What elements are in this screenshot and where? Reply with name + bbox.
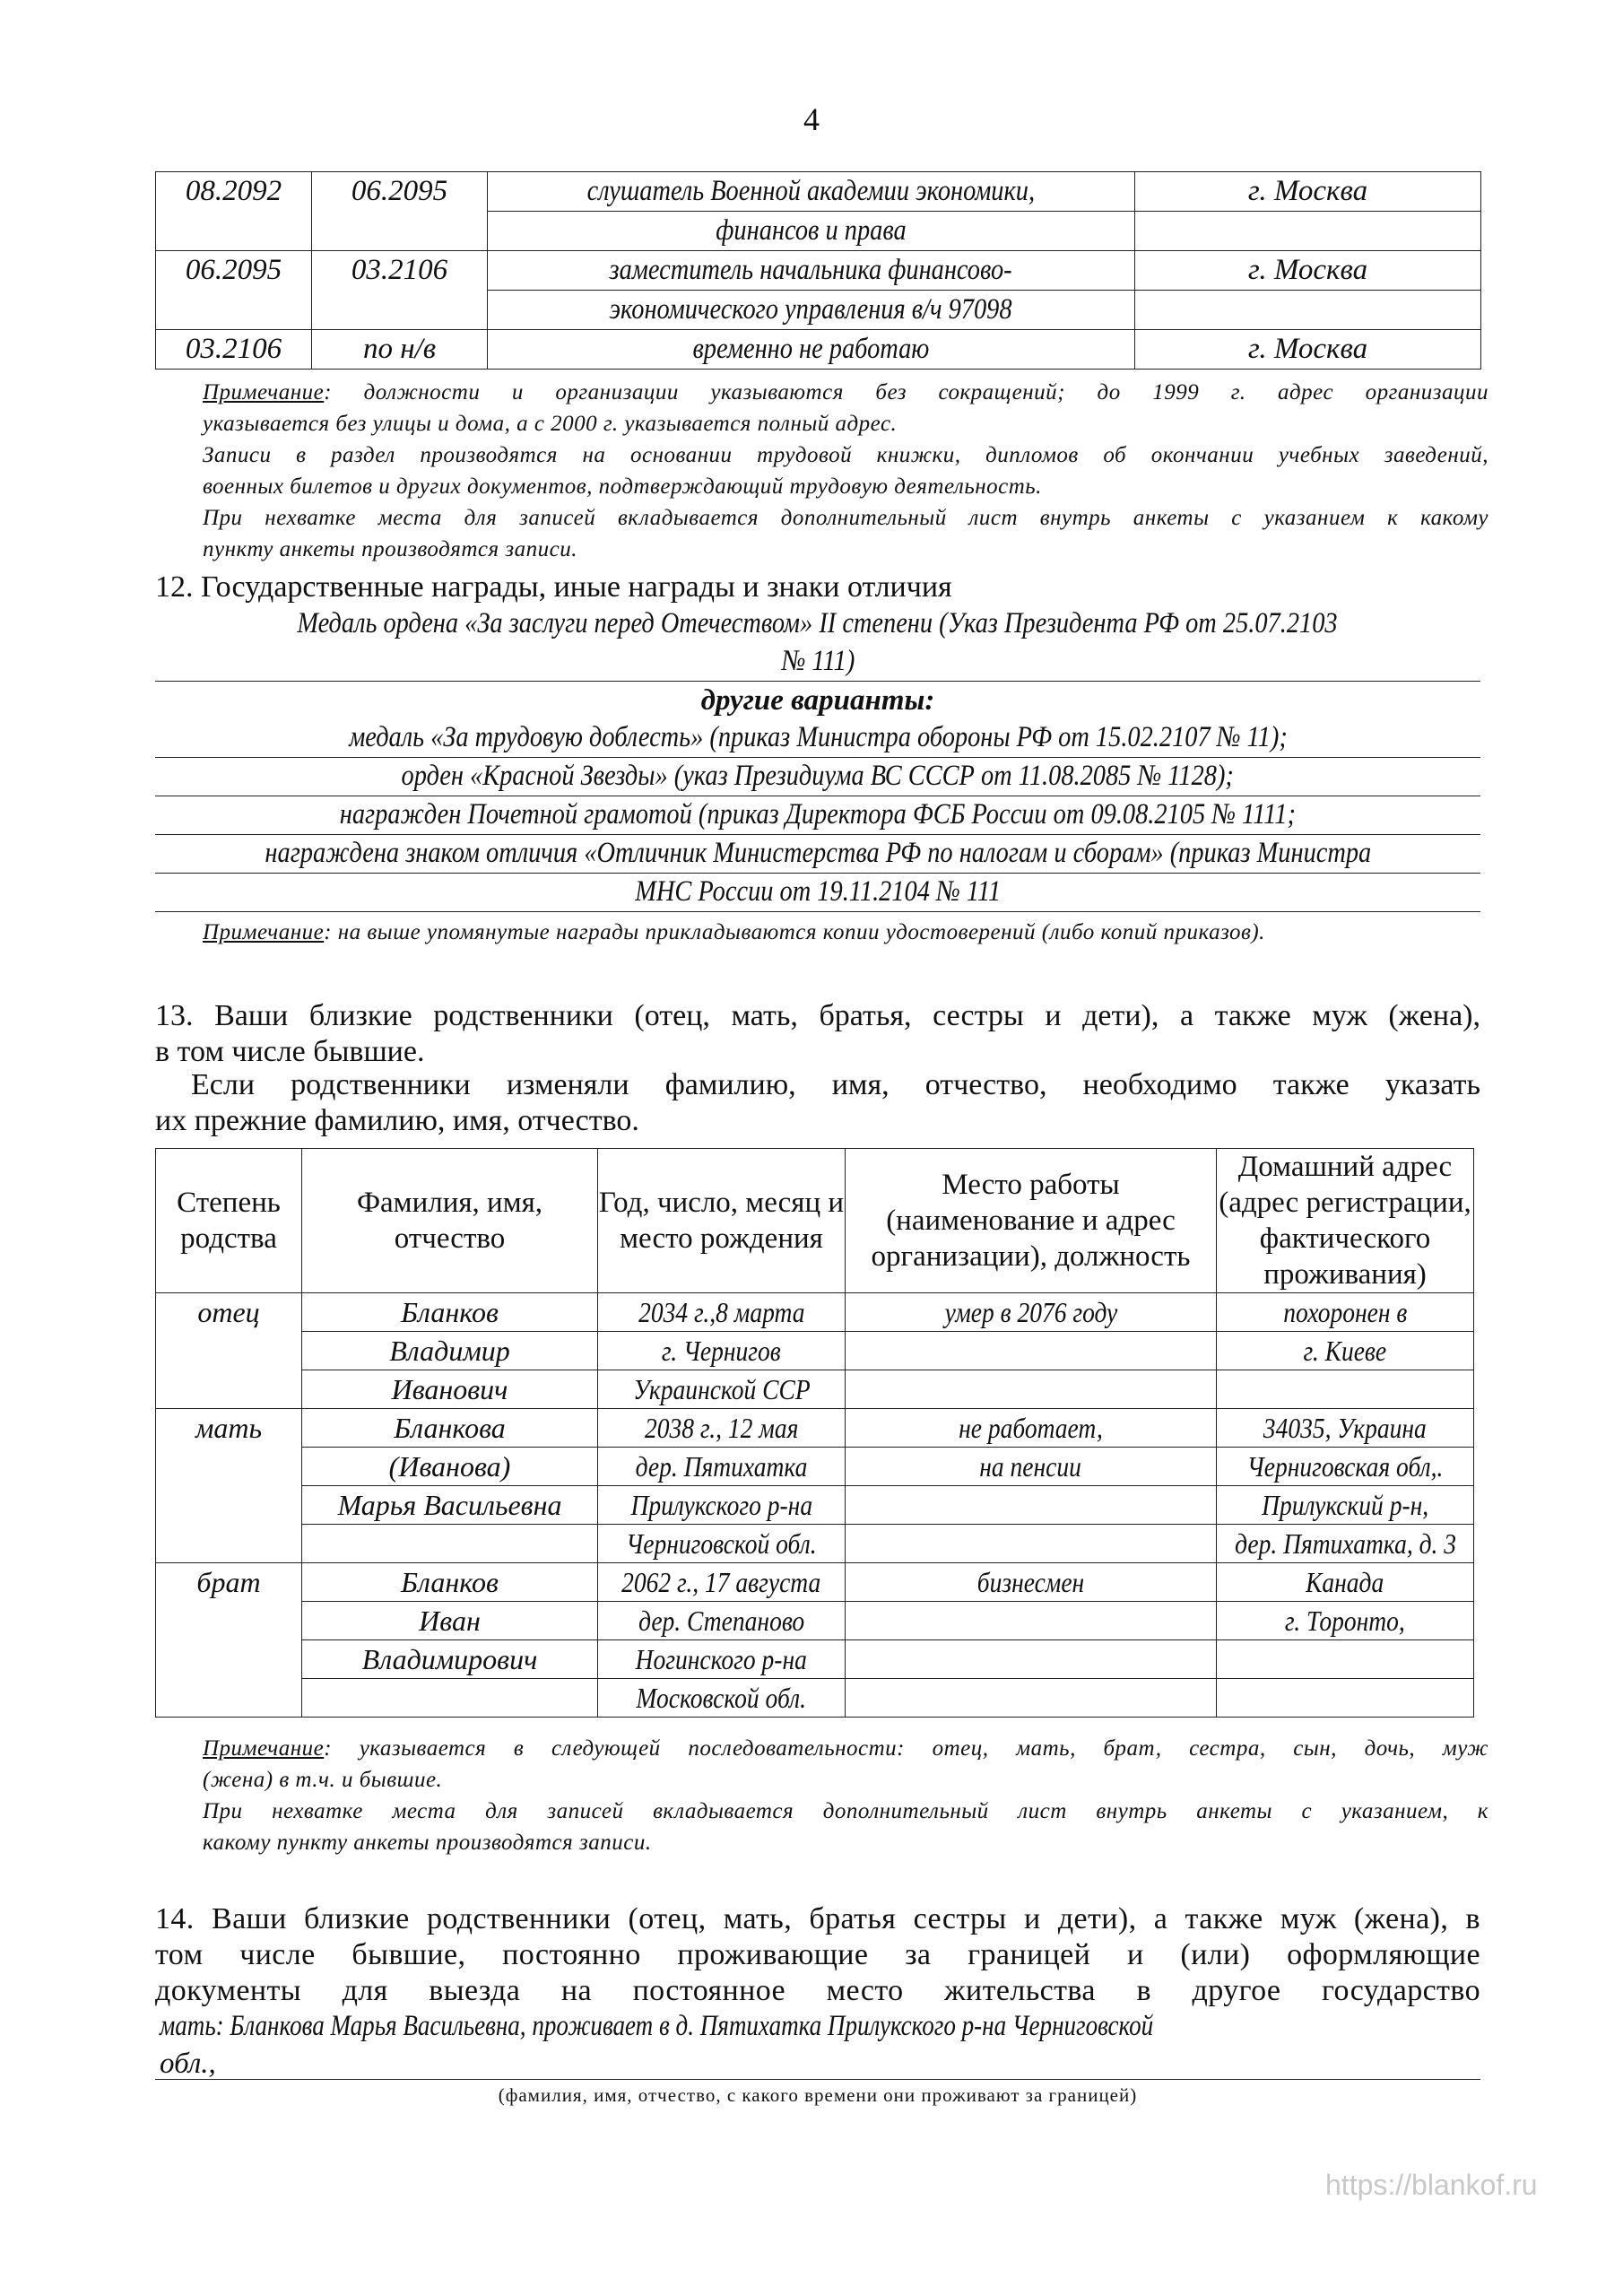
section-14-intro: 14. Ваши близкие родственники (отец, мать, братья сестры и дети), а также муж (жена), в том числе бывшие, постоянно проживающие за границей и (или) оформляющие документы для выезда на постоянное место жительства в другое государство	[155, 1902, 1480, 2007]
table-cell	[156, 1525, 302, 1563]
table-cell: на пенсии	[846, 1448, 1217, 1486]
note-section-11: Примечание: должности и организации указываются без сокращений; до 1999 г. адрес организации указывается без улицы и дома, а с 2000 г. указывается полный адрес. Записи в раздел производятся на основании трудовой книжки, дипломов об окончании учебных заведений, военных билетов и других документов, подтверждающий трудовую деятельность. При нехватке места для записей вкладывается дополнительный лист внутрь анкеты с указанием к какому пункту анкеты производятся записи.	[203, 380, 1488, 561]
column-header: Место работы (наименование и адрес организации), должность	[846, 1149, 1217, 1293]
table-cell: Украинской ССР	[598, 1370, 846, 1409]
note-label: Примечание	[203, 920, 325, 944]
table-row	[156, 1486, 1474, 1525]
work-history-table	[155, 171, 1481, 370]
table-cell	[156, 1640, 302, 1679]
note-section-13: Примечание: указывается в следующей последовательности: отец, мать, брат, сестра, сын, дочь, муж (жена) в т.ч. и бывшие. При нехватке места для записей вкладывается дополнительный лист внутрь анкеты с указанием, к какому пункту анкеты производятся записи.	[203, 1736, 1488, 1855]
column-header: Степень родства	[156, 1149, 302, 1293]
work-position: заместитель начальника финансово-	[488, 251, 1135, 291]
table-row	[156, 1448, 1474, 1486]
awards-variant-line: медаль «За трудовую доблесть» (приказ Министра обороны РФ от 15.02.2107 № 11);	[155, 718, 1480, 758]
note-label: Примечание	[203, 380, 325, 404]
section-13-intro-2: Если родственники изменяли фамилию, имя, отчество, необходимо также указать их прежние фамилию, имя, отчество.	[155, 1068, 1480, 1137]
table-row	[156, 330, 1481, 370]
table-cell: 2034 г.,8 марта	[598, 1293, 846, 1332]
table-row	[156, 1679, 1474, 1718]
table-cell: отец	[156, 1293, 302, 1332]
table-cell: Бланков	[302, 1563, 598, 1602]
work-from: 03.2106	[156, 330, 312, 370]
section-14-caption: (фамилия, имя, отчество, с какого времени они проживают за границей)	[498, 2084, 1138, 2106]
table-row	[156, 251, 1481, 291]
table-cell	[302, 1525, 598, 1563]
table-cell	[156, 1448, 302, 1486]
awards-variant-line: орден «Красной Звезды» (указ Президиума ВС СССР от 11.08.2085 № 1128);	[155, 757, 1480, 796]
column-header: Домашний адрес (адрес регистрации, фактического проживания)	[1217, 1149, 1474, 1293]
work-from: 08.2092	[156, 172, 312, 212]
table-row	[156, 1409, 1474, 1448]
table-cell	[846, 1332, 1217, 1370]
work-to: 06.2095	[312, 172, 488, 212]
table-row	[156, 172, 1481, 212]
table-row	[156, 1525, 1474, 1563]
awards-variant-line: МНС России от 19.11.2104 № 111	[155, 873, 1480, 912]
section-12-heading: 12. Государственные награды, иные награды и знаки отличия	[155, 570, 952, 604]
table-cell: г. Торонто,	[1217, 1602, 1474, 1640]
table-cell: Владимирович	[302, 1640, 598, 1679]
table-row	[156, 1640, 1474, 1679]
table-cell	[156, 1332, 302, 1370]
awards-answer-line: Медаль ордена «За заслуги перед Отечеством» II степени (Указ Президента РФ от 25.07.2103	[297, 607, 1339, 639]
table-cell: бизнесмен	[846, 1563, 1217, 1602]
table-cell	[846, 1602, 1217, 1640]
table-cell	[846, 1640, 1217, 1679]
table-cell: брат	[156, 1563, 302, 1602]
table-cell: г. Чернигов	[598, 1332, 846, 1370]
table-cell: Марья Васильевна	[302, 1486, 598, 1525]
work-city: г. Москва	[1135, 251, 1481, 291]
table-row	[156, 1563, 1474, 1602]
table-cell: Московской обл.	[598, 1679, 846, 1718]
table-cell: Канада	[1217, 1563, 1474, 1602]
table-row	[156, 1332, 1474, 1370]
table-cell: похоронен в	[1217, 1293, 1474, 1332]
table-cell	[1217, 1370, 1474, 1409]
table-header-row	[156, 1149, 1474, 1293]
work-to: 03.2106	[312, 251, 488, 291]
table-row	[156, 1370, 1474, 1409]
table-cell	[156, 1370, 302, 1409]
table-cell	[1217, 1679, 1474, 1718]
table-cell: не работает,	[846, 1409, 1217, 1448]
table-cell	[302, 1679, 598, 1718]
table-cell	[846, 1370, 1217, 1409]
table-cell: (Иванова)	[302, 1448, 598, 1486]
table-cell: Ногинского р-на	[598, 1640, 846, 1679]
table-row	[156, 212, 1481, 251]
table-row	[156, 1602, 1474, 1640]
page-number: 4	[803, 101, 820, 137]
awards-answer-line: № 111)	[155, 642, 1480, 682]
table-cell: Иванович	[302, 1370, 598, 1409]
table-cell	[846, 1679, 1217, 1718]
work-position: финансов и права	[488, 212, 1135, 251]
table-cell: Бланкова	[302, 1409, 598, 1448]
table-cell: Прилукский р-н,	[1217, 1486, 1474, 1525]
table-cell: Прилукского р-на	[598, 1486, 846, 1525]
work-city: г. Москва	[1135, 330, 1481, 370]
table-cell: 34035, Украина	[1217, 1409, 1474, 1448]
note-section-12: Примечание: на выше упомянутые награды прикладываются копии удостоверений (либо копий приказов).	[203, 920, 1265, 944]
table-cell: 2038 г., 12 мая	[598, 1409, 846, 1448]
table-cell: Иван	[302, 1602, 598, 1640]
table-cell: Черниговской обл.	[598, 1525, 846, 1563]
work-from: 06.2095	[156, 251, 312, 291]
table-cell	[846, 1525, 1217, 1563]
table-cell	[156, 1602, 302, 1640]
note-label: Примечание	[203, 1736, 325, 1761]
table-cell	[846, 1486, 1217, 1525]
table-cell: Бланков	[302, 1293, 598, 1332]
work-position: временно не работаю	[488, 330, 1135, 370]
table-cell: дер. Пятихатка, д. 3	[1217, 1525, 1474, 1563]
table-cell	[156, 1679, 302, 1718]
table-cell: дер. Степаново	[598, 1602, 846, 1640]
answer-underline	[155, 2079, 1480, 2080]
work-to: по н/в	[312, 330, 488, 370]
table-cell: 2062 г., 17 августа	[598, 1563, 846, 1602]
awards-variant-line: награждена знаком отличия «Отличник Министерства РФ по налогам и сборам» (приказ Министра	[155, 834, 1480, 874]
awards-variant-line: награжден Почетной грамотой (приказ Директора ФСБ России от 09.08.2105 № 1111;	[155, 796, 1480, 835]
table-cell: мать	[156, 1409, 302, 1448]
other-variants-title: другие варианты:	[700, 684, 935, 717]
work-position: слушатель Военной академии экономики,	[488, 172, 1135, 212]
section-14-answer: мать: Бланкова Марья Васильевна, проживает в д. Пятихатка Прилукского р-на Черниговской обл.,	[160, 2010, 1154, 2080]
column-header: Год, число, месяц и место рождения	[598, 1149, 846, 1293]
table-cell	[1217, 1640, 1474, 1679]
column-header: Фамилия, имя, отчество	[302, 1149, 598, 1293]
work-position: экономического управления в/ч 97098	[488, 291, 1135, 330]
table-row	[156, 1293, 1474, 1332]
table-cell	[156, 1486, 302, 1525]
table-cell: Черниговская обл,.	[1217, 1448, 1474, 1486]
table-cell: умер в 2076 году	[846, 1293, 1217, 1332]
table-cell: дер. Пятихатка	[598, 1448, 846, 1486]
table-cell: Владимир	[302, 1332, 598, 1370]
table-cell: г. Киеве	[1217, 1332, 1474, 1370]
watermark-link[interactable]: https://blankof.ru	[1325, 2169, 1538, 2201]
section-13-intro: 13. Ваши близкие родственники (отец, мать, братья, сестры и дети), а также муж (жена), в том числе бывшие.	[155, 999, 1480, 1068]
work-city: г. Москва	[1135, 172, 1481, 212]
relatives-table	[155, 1148, 1474, 1718]
table-row	[156, 291, 1481, 330]
